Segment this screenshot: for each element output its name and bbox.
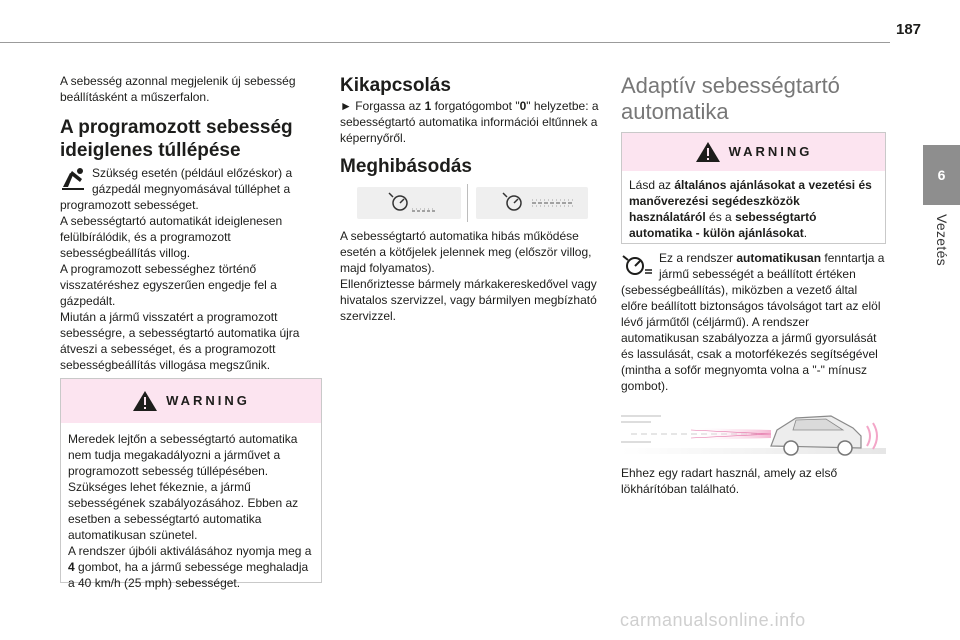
- warning-header: [622, 133, 885, 171]
- warning-title: WARNING: [166, 393, 250, 408]
- off-text: forgatógombot ": [431, 99, 520, 113]
- section-heading-fault: Meghibásodás: [340, 156, 472, 177]
- section-heading-override: A programozott sebesség ideiglenes túllépése: [60, 117, 293, 161]
- adaptive-body: [621, 250, 886, 394]
- warning-text-part: Lásd az: [629, 178, 675, 192]
- warning-header: [61, 379, 321, 423]
- override-body-rest: A sebességtartó automatikát ideiglenesen felülbírálódik, és a programozott sebességbeállítás villog. A programozott sebességhez történő visszatéréshez egyszerűen engedje fel a gázpedált. Miután a jármű visszatért a programozott sebességre, a sebességtartó automatika újra átveszi a sebességet, és a programozott sebességbeállítás villogása megszűnik.: [60, 214, 300, 372]
- adaptive-body-text: Ez a rendszer: [659, 251, 737, 265]
- image-separator: [467, 184, 468, 222]
- chapter-number: 6: [937, 167, 946, 183]
- page-number: 187: [896, 21, 922, 38]
- radar-text: Ehhez egy radart használ, amely az első lökhárítóban található.: [621, 466, 838, 496]
- off-bold: 1: [424, 99, 432, 113]
- warning-text-bold: általános ajánlásokat a vezetési és manőverezési segédeszközök használatáról: [629, 178, 872, 224]
- chapter-tab[interactable]: [923, 145, 960, 205]
- car-with-radar-icon: [621, 408, 886, 458]
- fault-text: A sebességtartó automatika hibás működése esetén a kötőjelek jelennek meg (először villog, majd folyamatos). Ellenőriztesse bármely márkakereskedővel vagy hivatalos szervizzel, vagy bármilyen megbízható szervizzel.: [340, 229, 597, 323]
- fault-display-flashing: [357, 187, 461, 219]
- warning-box-2: [621, 132, 886, 244]
- off-text: " helyzetbe: a sebességtartó automatika információi eltűnnek a képernyőről.: [340, 99, 599, 145]
- override-body: [60, 165, 325, 373]
- warning-text-bold: sebességtartó automatika - külön ajánlásokat: [629, 210, 817, 240]
- adaptive-body-bold: automatikusan: [736, 251, 822, 265]
- accelerator-pedal-icon: [60, 165, 86, 195]
- off-instruction: [340, 98, 605, 146]
- section-heading-adaptive: Adaptív sebességtartó automatika: [621, 73, 840, 124]
- header-divider: [0, 42, 890, 43]
- adaptive-cruise-icon: [621, 252, 653, 280]
- speedometer-dashes-icon: [484, 189, 580, 217]
- adaptive-body-text: fenntartja a jármű sebességét a beállított értéken (sebességbeállítás), miközben a vezető által előre beállított biztonságos távolságot tart az elöl lévő járműtől (céljármű). A rendszer automatikusan szabályozza a jármű gyorsulását és lassulását, csak a motorfékezés segítségével (mintha a sofőr megnyomta volna a "-" mínusz gombot).: [621, 251, 885, 393]
- warning-text-part: .: [803, 226, 808, 240]
- warning-triangle-icon: [132, 390, 158, 412]
- warning-text-part: és a: [705, 210, 736, 224]
- warning-box-1: [60, 378, 322, 590]
- intro-text: A sebesség azonnal megjelenik új sebesség beállításként a műszerfalon.: [60, 74, 296, 104]
- watermark: carmanualsonline.info: [620, 610, 806, 630]
- section-heading-off: Kikapcsolás: [340, 75, 451, 96]
- warning-text-part: gombot, ha a jármű sebessége meghaladja a 40 km/h (25 mph) sebességet.: [68, 560, 309, 590]
- speedometer-dashes-icon: [374, 189, 444, 217]
- warning-text-part: Meredek lejtőn a sebességtartó automatika nem tudja megakadályozni a járművet a programozott sebesség túllépésében. Szükséges lehet fékeznie, a jármű sebességének szabályozásához. Ebben az esetben a sebességtartó automatika automatikusan szünetel. A rendszer újbóli aktiválásához nyomja meg a: [68, 432, 312, 558]
- off-bold: 0: [519, 99, 527, 113]
- warning-text: [61, 423, 321, 599]
- fault-display-steady: [476, 187, 588, 219]
- off-text: ► Forgassa az: [340, 99, 425, 113]
- warning-text-bold: 4: [68, 560, 75, 574]
- warning-title: WARNING: [728, 144, 813, 159]
- warning-triangle-icon: [695, 141, 721, 163]
- radar-car-illustration: [621, 408, 886, 458]
- chapter-label: Vezetés: [934, 214, 950, 266]
- warning-text: [622, 171, 885, 249]
- override-body-first: Szükség esetén (például előzéskor) a gázpedál megnyomásával túlléphet a programozott sebességet.: [60, 166, 293, 212]
